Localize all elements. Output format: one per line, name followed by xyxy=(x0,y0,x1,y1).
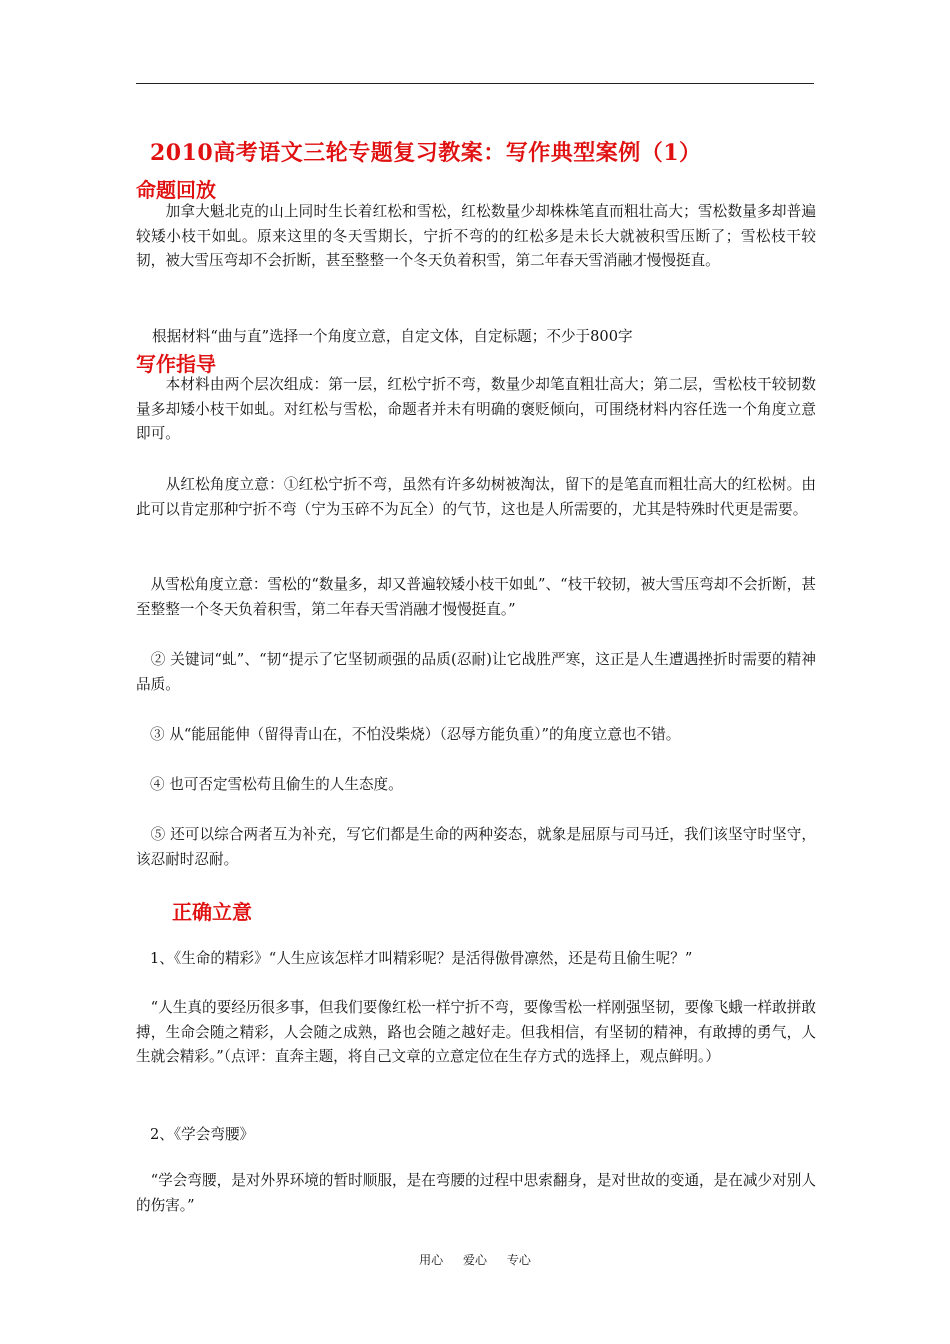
guidance-point-red-pine: 从红松角度立意：①红松宁折不弯，虽然有许多幼树被淘汰，留下的是笔直而粗壮高大的红松树。由此可以肯定那种宁折不弯（宁为玉碎不为瓦全）的气节，这也是人所需要的，尤其是特殊时代更是需要。 xyxy=(136,476,816,518)
example-1-body: “人生真的要经历很多事，但我们要像红松一样宁折不弯，要像雪松一样刚强坚韧，要像飞蛾一样敢拼敢搏，生命会随之精彩，人会随之成熟，路也会随之越好走。但我相信，有坚韧的精神，有敢搏的勇气，人生就会精彩。”（点评：直奔主题，将自己文章的立意定位在生存方式的选择上，观点鲜明。） xyxy=(136,999,816,1065)
section-heading-guidance: 写作指导 xyxy=(136,352,216,376)
example-1-title: 1、《生命的精彩》“人生应该怎样才叫精彩呢？是活得傲骨凛然，还是苟且偷生呢？” xyxy=(150,950,693,967)
guidance-point-3: ③ 从“能屈能伸（留得青山在，不怕没柴烧）（忍辱方能负重）”的角度立意也不错。 xyxy=(150,726,681,743)
page-footer xyxy=(0,1251,950,1268)
guidance-point-5: ⑤ 还可以综合两者互为补充，写它们都是生命的两种姿态，就象是屈原与司马迁，我们该坚守时坚守，该忍耐时忍耐。 xyxy=(136,826,816,868)
footer-text-1: 用心 xyxy=(419,1253,444,1267)
example-2-title: 2、《学会弯腰》 xyxy=(150,1126,255,1143)
material-paragraph: 加拿大魁北克的山上同时生长着红松和雪松，红松数量少却株株笔直而粗壮高大；雪松数量多却普遍较矮小枝干如虬。原来这里的冬天雪期长，宁折不弯的的红松多是未长大就被积雪压断了；雪松枝干较韧，被大雪压弯却不会折断，甚至整整一个冬天负着积雪，第二年春天雪消融才慢慢挺直。 xyxy=(136,203,816,269)
footer-text-2: 爱心 xyxy=(462,1253,487,1267)
requirement-line: 根据材料“曲与直”选择一个角度立意，自定文体，自定标题；不少于800字 xyxy=(152,328,633,345)
guidance-point-2: ② 关键词“虬”、“韧“提示了它坚韧顽强的品质(忍耐)让它战胜严寒，这正是人生遭遇挫折时需要的精神品质。 xyxy=(136,651,816,693)
header-rule xyxy=(136,83,814,84)
guidance-point-snow-pine: 从雪松角度立意：雪松的“数量多，却又普遍较矮小枝干如虬”、“枝干较韧，被大雪压弯却不会折断，甚至整整一个冬天负着积雪，第二年春天雪消融才慢慢挺直。” xyxy=(136,576,816,618)
document-title: 2010高考语文三轮专题复习教案：写作典型案例（1） xyxy=(150,140,702,166)
section-heading-correct-theme: 正确立意 xyxy=(172,900,252,924)
guidance-intro-paragraph: 本材料由两个层次组成：第一层，红松宁折不弯，数量少却笔直粗壮高大；第二层，雪松枝干较韧数量多却矮小枝干如虬。对红松与雪松，命题者并未有明确的褒贬倾向，可围绕材料内容任选一个角度立意即可。 xyxy=(136,376,816,442)
guidance-point-4: ④ 也可否定雪松苟且偷生的人生态度。 xyxy=(150,776,403,793)
footer-text-3: 专心 xyxy=(506,1253,531,1267)
example-2-body: “学会弯腰，是对外界环境的暂时顺服，是在弯腰的过程中思索翻身，是对世故的变通，是在减少对别人的伤害。” xyxy=(136,1172,816,1214)
section-heading-review: 命题回放 xyxy=(136,178,216,202)
